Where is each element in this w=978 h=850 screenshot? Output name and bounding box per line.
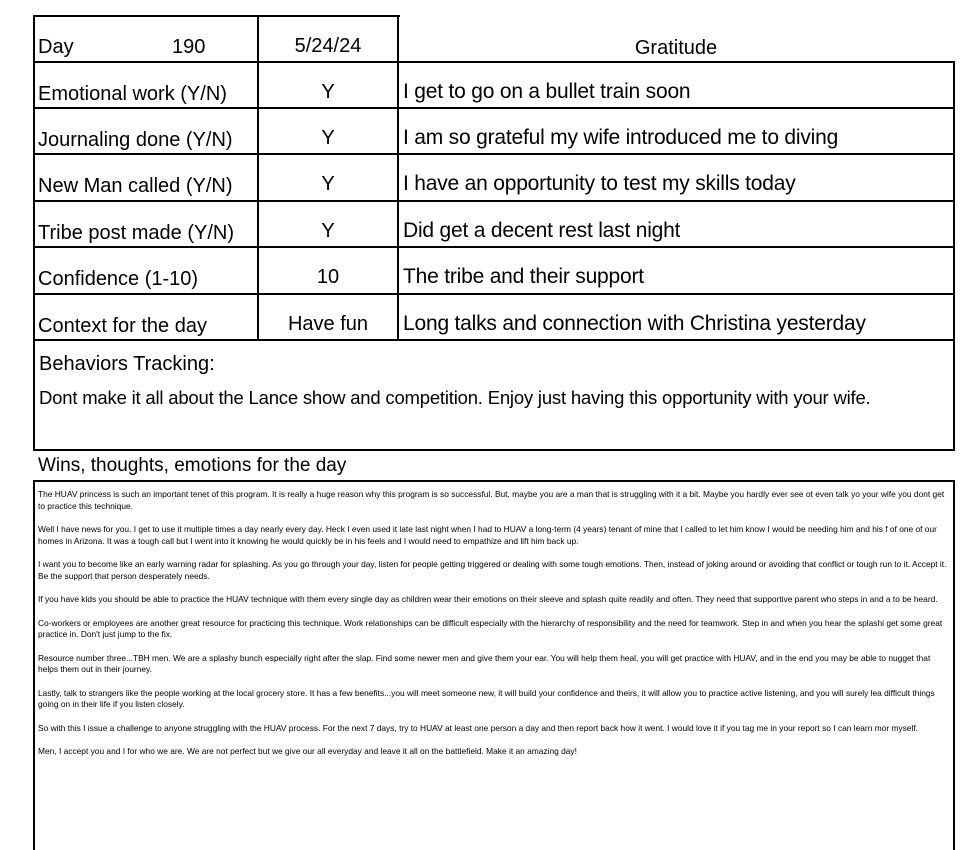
wins-title: Wins, thoughts, emotions for the day — [38, 455, 347, 476]
gratitude-item: The tribe and their support — [403, 265, 644, 288]
row-value-tribe-post: Y — [321, 220, 335, 242]
row-label-confidence: Confidence (1-10) — [38, 268, 199, 290]
wins-paragraph: So with this I issue a challenge to anyone struggling with the HUAV process. For the next 7 days, try to HUAV at least one person a day and then report back how it went. I would love it if you tag me in your report so I can learn mor myself. — [38, 722, 918, 733]
gratitude-item: Long talks and connection with Christina yesterday — [403, 312, 866, 335]
row-label-journaling: Journaling done (Y/N) — [38, 129, 233, 151]
date-value: 5/24/24 — [294, 35, 362, 57]
wins-paragraph: Lastly, talk to strangers like the people working at the local grocery store. It has a few benefits...you will meet someone new, it will build your confidence and theirs, it will allow you to practice active listening, and you will surely lea difficult things going on in their life if you listen closely. — [38, 687, 935, 709]
wins-paragraph: The HUAV princess is such an important tenet of this program. It is really a huge reason why this program is so successful. But, maybe you are a man that is struggling with it a bit. Maybe you hardly ever see ot even talk yo your wife you dont get to practice this technique. — [38, 489, 945, 511]
gratitude-item: I get to go on a bullet train soon — [403, 80, 691, 103]
wins-paragraph: Well I have news for you. I get to use it multiple times a day nearly every day. Heck I even used it late last night when I had to HUAV a long-term (4 years) tenant of mine that I called to let him know I would be needing him and his f of one of our homes in Arizona. It was a tough call but I went into it knowing he would quickly be in his feels and I would need to empathize and lift him back up. — [38, 524, 937, 546]
row-value-confidence: 10 — [316, 266, 340, 288]
day-number: 190 — [172, 36, 206, 58]
wins-paragraph: Men, I accept you and I for who we are. We are not perfect but we give our all everyday and leave it all on the battlefield. Make it an amazing day! — [38, 746, 577, 756]
row-label-emotional-work: Emotional work (Y/N) — [38, 83, 227, 105]
row-value-journaling: Y — [321, 127, 335, 149]
gratitude-item: Did get a decent rest last night — [403, 219, 681, 242]
gratitude-title: Gratitude — [634, 37, 718, 59]
wins-paragraph: Resource number three...TBH men. We are a splashy bunch especially right after the slap. Find some newer men and give them your ear. You will help them heal, you will get practice with HUAV, and in the end you may be able to nugget that helps them out in their journey. — [38, 652, 931, 674]
gratitude-item: I am so grateful my wife introduced me to diving — [403, 126, 839, 149]
row-label-tribe-post: Tribe post made (Y/N) — [38, 222, 234, 244]
row-value-emotional-work: Y — [321, 81, 335, 103]
wins-paragraph: I want you to become like an early warning radar for splashing. As you go through your day, listen for people getting triggered or dealing with some tough emotions. Then, instead of joking around or avoiding that conflict or tough run to it. Accept it. Be the support that person desperately needs. — [38, 559, 947, 581]
behaviors-title: Behaviors Tracking: — [39, 353, 215, 375]
behaviors-text: Dont make it all about the Lance show and competition. Enjoy just having this opportunity with your wife. — [39, 387, 871, 408]
wins-paragraphs — [38, 489, 951, 834]
wins-paragraph: Co-workers or employees are another great resource for practicing this technique. Work relationships can be difficult especially with the hierarchy of responsibility and the need for teamwork. Step in and when you hear the splashi get some great practice in. Don't just jump to the fix. — [38, 617, 943, 639]
gratitude-item: I have an opportunity to test my skills today — [403, 172, 796, 195]
wins-paragraph: If you have kids you should be able to practice the HUAV technique with them every single day as children wear their emotions on their sleeve and splash quite readily and often. They need that supportive parent who steps in and a to be heard. — [38, 594, 938, 604]
row-value-context: Have fun — [287, 313, 369, 335]
day-label: Day — [38, 36, 74, 58]
row-value-new-man-called: Y — [321, 173, 335, 195]
row-label-new-man-called: New Man called (Y/N) — [38, 175, 233, 197]
row-label-context: Context for the day — [38, 315, 207, 337]
